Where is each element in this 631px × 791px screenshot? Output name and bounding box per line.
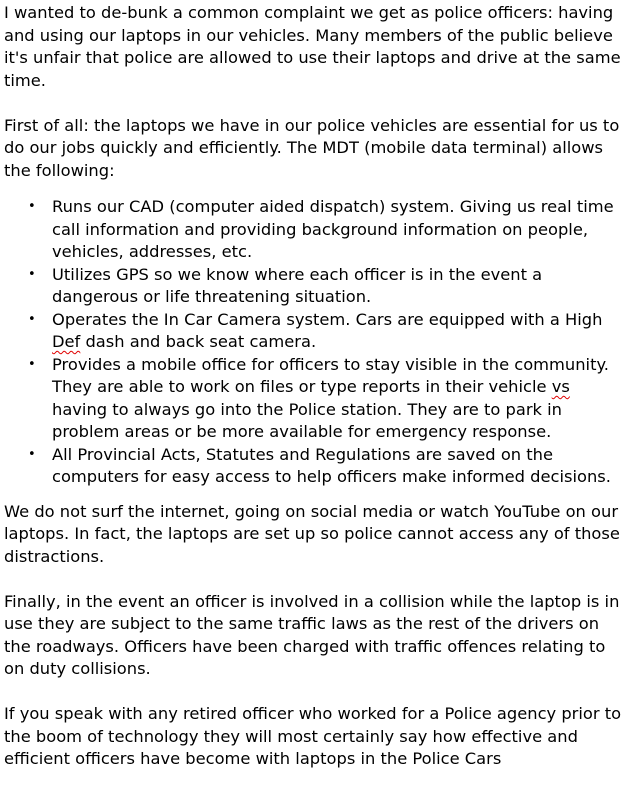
list-item-text: dash and back seat camera.: [80, 332, 317, 351]
list-item: [4, 196, 627, 264]
list-item: [4, 354, 627, 444]
list-item-text: Utilizes GPS so we know where each officer is in the event a dangerous or life threatening situation.: [52, 264, 543, 306]
list-item-text: Runs our CAD (computer aided dispatch) system. Giving us real time call information and providing background information on people, vehicles, addresses, etc.: [52, 197, 614, 261]
list-item: [4, 264, 627, 309]
list-item-text: having to always go into the Police station. They are to park in problem areas or be more available for emergency response.: [52, 399, 562, 441]
bullet-icon: •: [28, 266, 36, 282]
list-item: [4, 444, 627, 489]
bullet-icon: •: [28, 356, 36, 372]
list-item: [4, 309, 627, 354]
paragraph-finally: Finally, in the event an officer is involved in a collision while the laptop is in use they are subject to the same traffic laws as the rest of the drivers on the roadways. Officers have been charged with traffic offences relating to on duty collisions.: [4, 591, 620, 678]
spellcheck-word: vs: [551, 377, 570, 396]
list-item-text: Operates the In Car Camera system. Cars are equipped with a High: [52, 309, 603, 329]
bullet-icon: •: [28, 311, 36, 327]
spellcheck-word: Def: [52, 332, 81, 351]
mdt-features-list: [4, 196, 627, 489]
paragraph-retired-officer: If you speak with any retired officer who worked for a Police agency prior to the boom of technology they will most certainly say how effective and efficient officers have become with laptops in the Police Cars: [4, 704, 622, 768]
list-item-text: Provides a mobile office for officers to stay visible in the community. They are able to work on files or type reports in their vehicle: [52, 354, 609, 396]
bullet-icon: •: [28, 199, 36, 214]
paragraph-first-of-all: First of all: the laptops we have in our police vehicles are essential for us to do our jobs quickly and efficiently. The MDT (mobile data terminal) allows the following:: [4, 115, 620, 180]
paragraph-no-internet: We do not surf the internet, going on social media or watch YouTube on our laptops. In fact, the laptops are set up so police cannot access any of those distractions.: [4, 501, 620, 566]
list-item-text: All Provincial Acts, Statutes and Regulations are saved on the computers for easy access to help officers make informed decisions.: [52, 444, 611, 486]
bullet-icon: •: [28, 446, 36, 462]
paragraph-intro: I wanted to de-bunk a common complaint we get as police officers: having and using our laptops in our vehicles. Many members of the public believe it's unfair that police are allowed to use their laptops and drive at the same time.: [4, 3, 621, 90]
